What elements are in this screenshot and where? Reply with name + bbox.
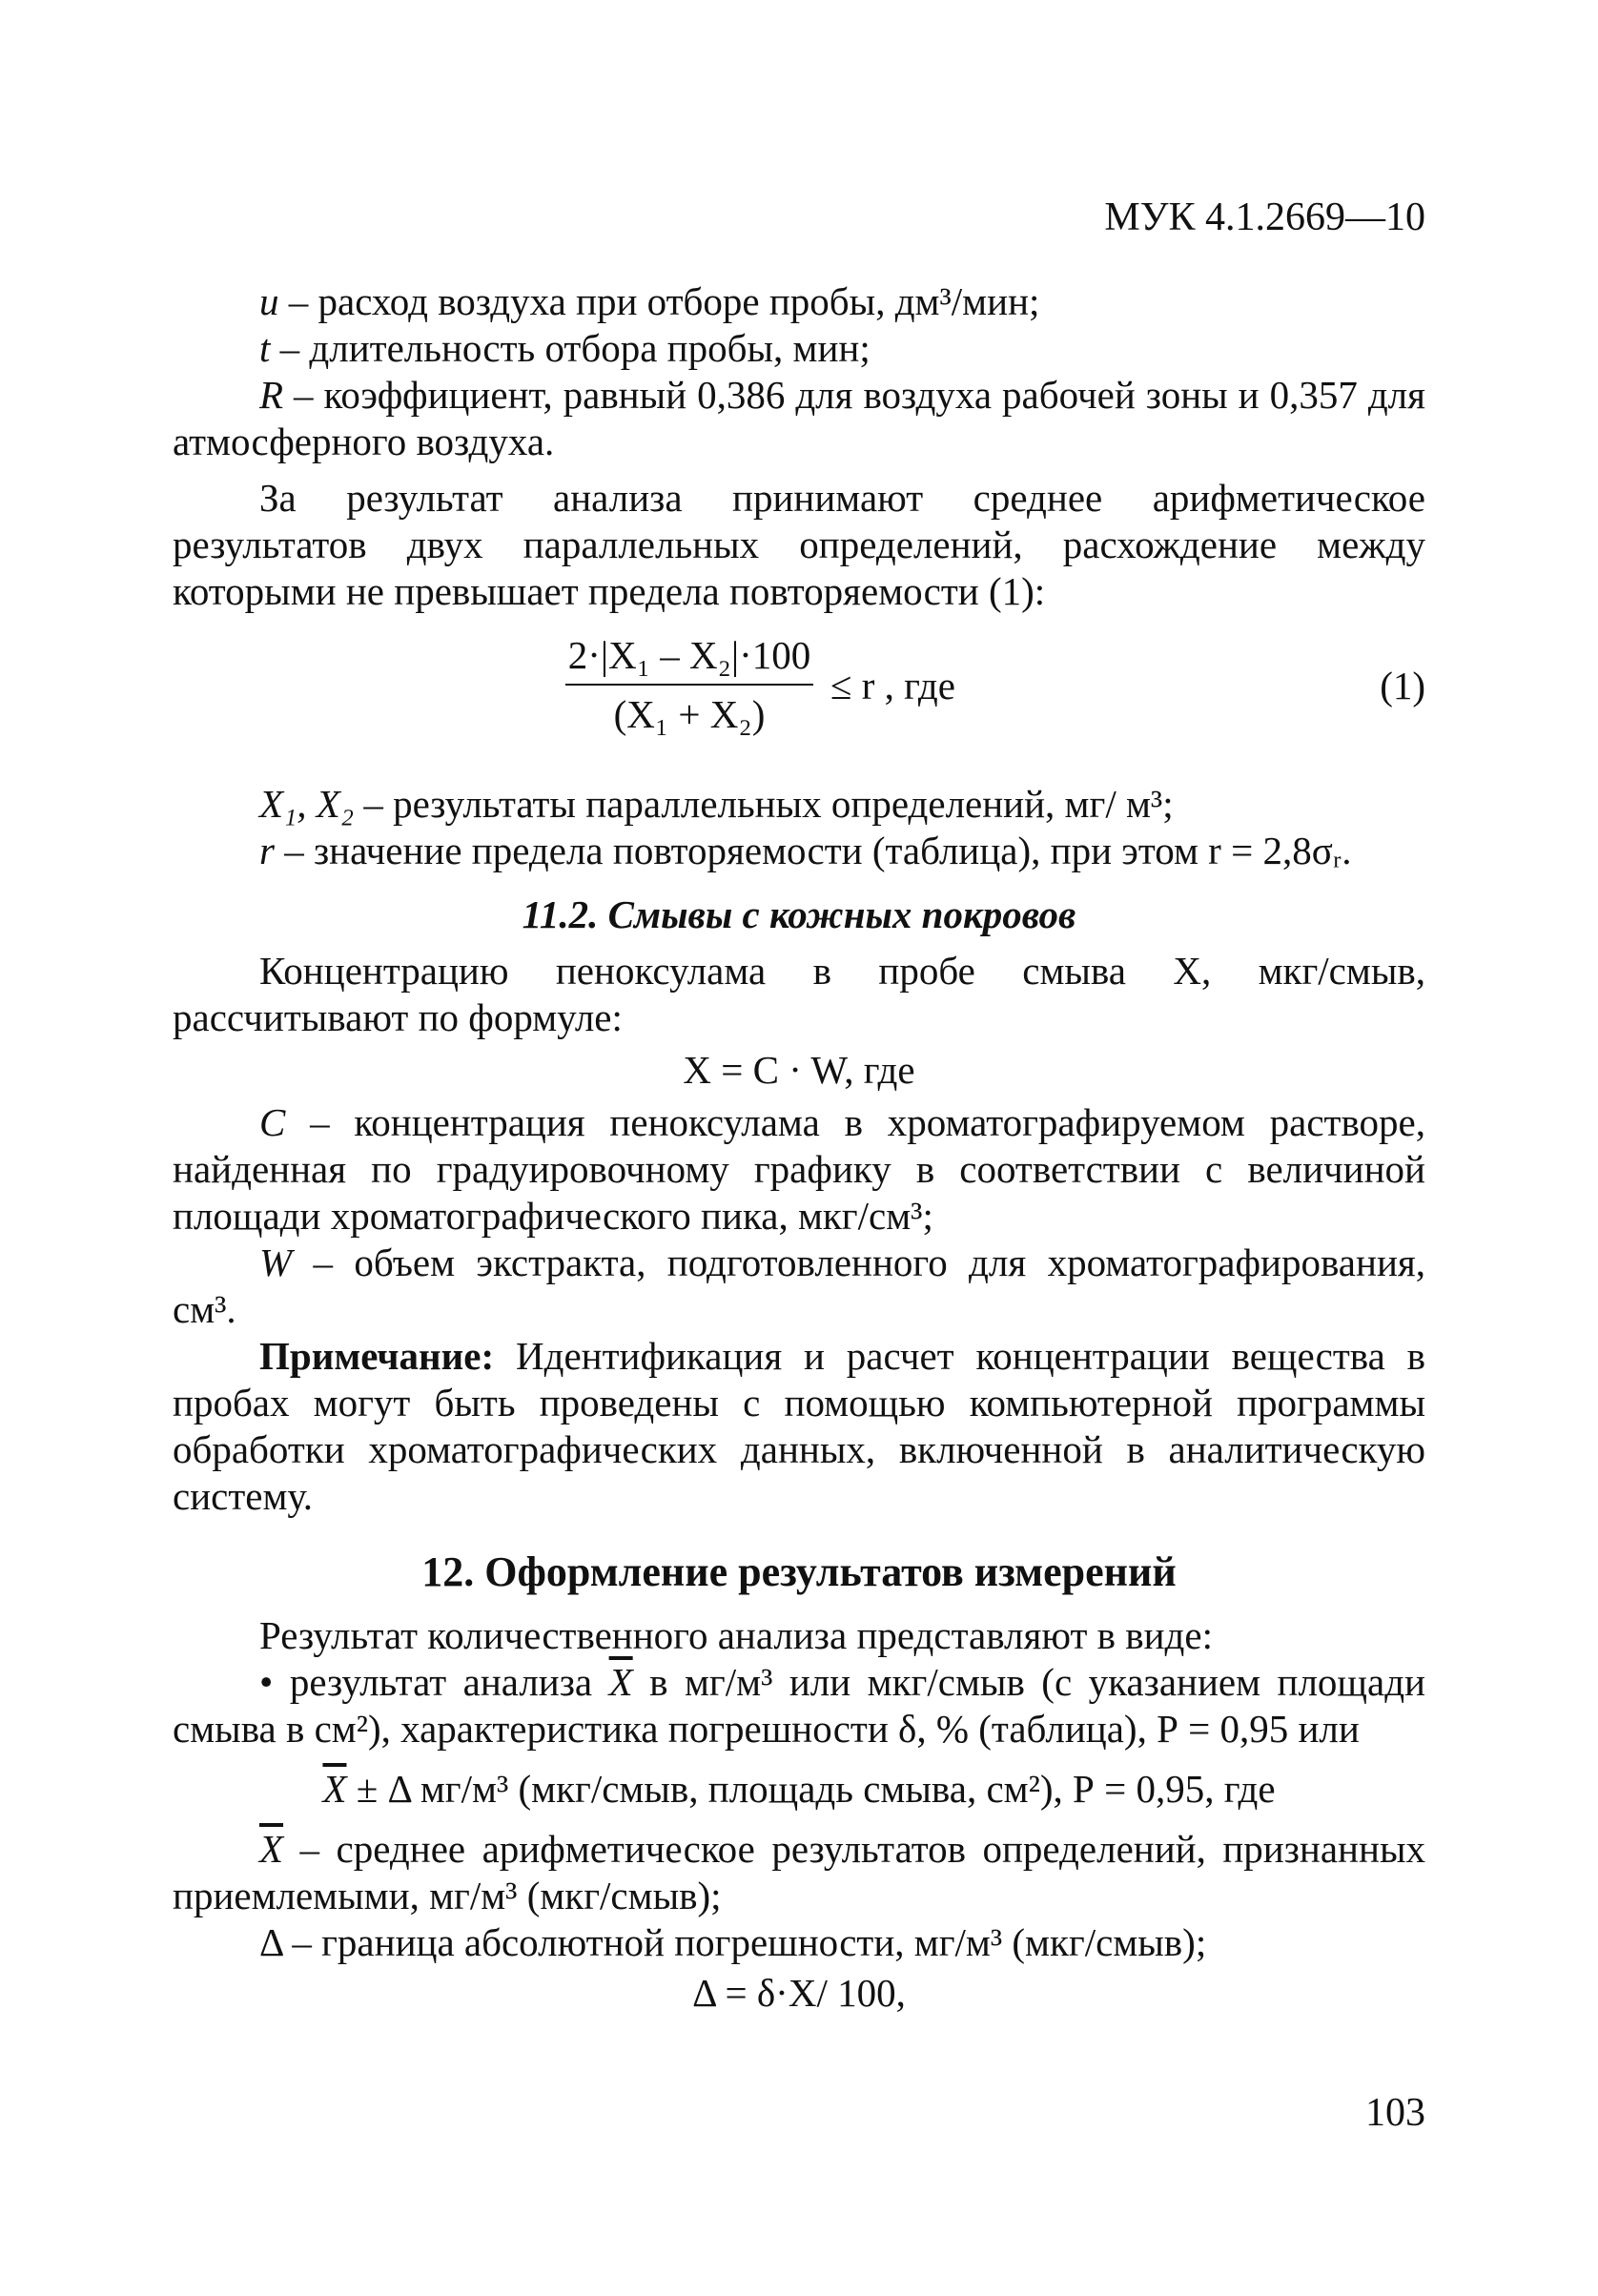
definition-r-coef xyxy=(173,372,1425,465)
section-heading-12: 12. Оформление результатов измерений xyxy=(421,1548,1177,1595)
equation-number: (1) xyxy=(1380,664,1425,707)
page-header-doc-code: МУК 4.1.2669—10 xyxy=(1104,195,1425,239)
fraction xyxy=(565,628,813,743)
formula-tail: ≤ r , где xyxy=(830,664,955,707)
symbol: C xyxy=(259,1100,286,1144)
formula-delta: Δ = δ·X/ 100, xyxy=(692,1971,906,2015)
x-bar-symbol: $\overline{X}$ xyxy=(322,1767,347,1811)
definition-text: – расход воздуха при отборе пробы, дм³/мин; xyxy=(278,279,1040,323)
bullet-text-post: в мг/м³ или мкг/смыв (с указанием площади смыва в см²), характеристика погрешности δ, % (таблица), Р = 0,95 или xyxy=(173,1660,1425,1751)
x-bar-symbol: $\overline{X}$ xyxy=(259,1827,284,1871)
definition-w xyxy=(173,1240,1425,1333)
symbol: R xyxy=(259,373,284,417)
definition-text: – значение предела повторяемости (таблица), при этом r = 2,8σᵣ. xyxy=(274,829,1352,872)
definition-text: – длительность отбора пробы, мин; xyxy=(270,326,871,370)
paragraph-concentration: Концентрацию пеноксулама в пробе смыва X, мкг/смыв, рассчитывают по формуле: xyxy=(173,949,1425,1039)
symbol: t xyxy=(259,326,271,370)
page-content xyxy=(173,278,1425,2017)
definition-text: – граница абсолютной погрешности, мг/м³ (мкг/смыв); xyxy=(282,1920,1207,1964)
definition-x-bar xyxy=(173,1826,1425,1919)
note-text: Идентификация и расчет концентрации вещества в пробах могут быть проведены с помощью компьютерной программы обработки хроматографических данных, включенной в аналитическую систему. xyxy=(173,1334,1425,1518)
definition-r-limit xyxy=(173,828,1425,874)
symbol: X₁, X₂ xyxy=(259,782,355,826)
fraction-denominator: (X₁ + X₂) xyxy=(613,692,766,736)
definition-text: – концентрация пеноксулама в хроматографируемом растворе, найденная по градуировочному графику в соответствии с величиной площади хроматографического пика, мкг/см³; xyxy=(173,1100,1425,1238)
fraction-numerator: 2·|X₁ – X₂|·100 xyxy=(565,628,813,686)
definition-x1-x2 xyxy=(173,781,1425,828)
definition-text: – среднее арифметическое результатов определений, признанных приемлемыми, мг/м³ (мкг/смыв); xyxy=(173,1827,1425,1917)
formula-x-cw: X = C · W, где xyxy=(683,1048,915,1092)
definition-t xyxy=(173,325,1425,372)
symbol: W xyxy=(259,1240,293,1284)
page-number: 103 xyxy=(1365,2091,1425,2135)
symbol: Δ xyxy=(259,1920,283,1964)
formula-repeatability xyxy=(173,628,1425,773)
section-heading-11-2: 11.2. Смывы с кожных покровов xyxy=(522,892,1076,936)
definition-text: – объем экстракта, подготовленного для хроматографирования, см³. xyxy=(173,1240,1425,1331)
formula-x-pm-delta xyxy=(173,1766,1425,1813)
x-bar-symbol: $\overline{X}$ xyxy=(608,1660,633,1704)
paragraph-result: За результат анализа принимают среднее арифметическое результатов двух параллельных определений, расхождение между которыми не превышает предела повторяемости (1): xyxy=(173,476,1425,613)
note-paragraph xyxy=(173,1333,1425,1520)
bullet-text-pre: результат анализа xyxy=(273,1660,609,1704)
note-label: Примечание: xyxy=(259,1334,495,1378)
symbol: r xyxy=(259,829,275,872)
bullet-item xyxy=(173,1659,1425,1753)
definition-text: – результаты параллельных определений, мг/ м³; xyxy=(354,782,1174,826)
definition-c xyxy=(173,1099,1425,1240)
symbol: u xyxy=(259,279,279,323)
formula-rest: ± Δ мг/м³ (мкг/смыв, площадь смыва, см²), Р = 0,95, где xyxy=(346,1767,1276,1811)
definition-delta xyxy=(173,1919,1425,1966)
definition-u xyxy=(173,278,1425,325)
definition-text: – коэффициент, равный 0,386 для воздуха рабочей зоны и 0,357 для атмосферного воздуха. xyxy=(173,373,1425,463)
paragraph-present: Результат количественного анализа представляют в виде: xyxy=(259,1613,1213,1657)
